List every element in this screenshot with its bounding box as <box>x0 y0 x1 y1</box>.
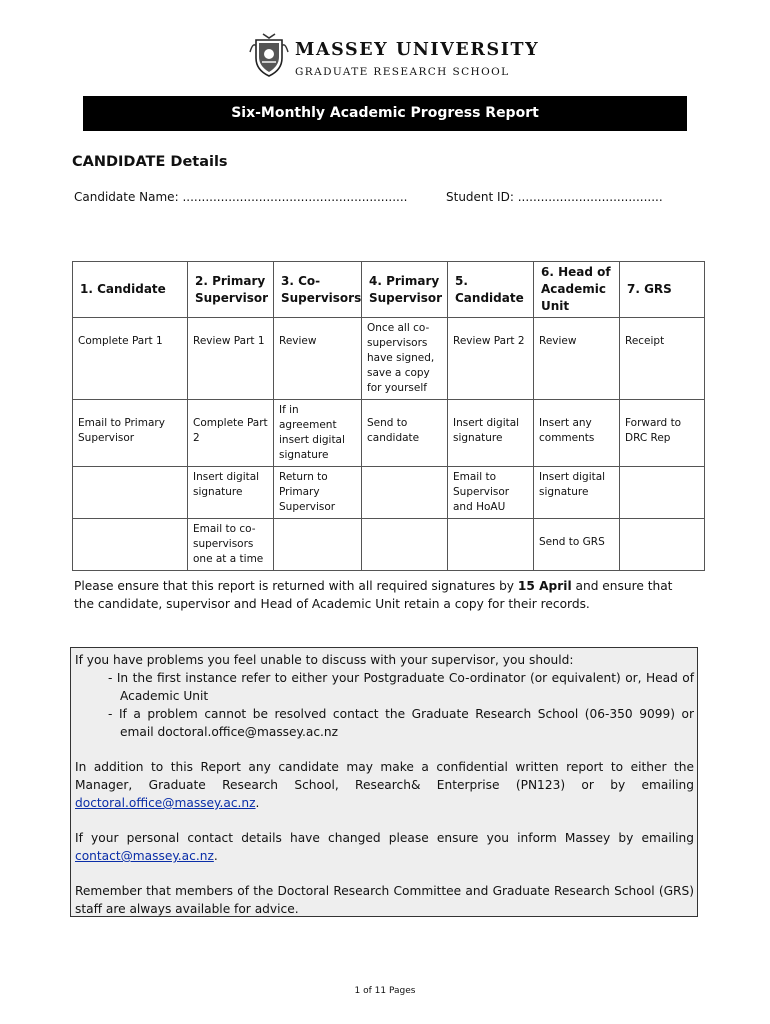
table-cell: Review <box>274 318 362 400</box>
table-cell: Send to candidate <box>362 400 448 467</box>
report-title: Six-Monthly Academic Progress Report <box>83 96 687 131</box>
table-cell: Review Part 2 <box>448 318 534 400</box>
table-cell: Complete Part 2 <box>188 400 274 467</box>
page-number: 1 of 11 Pages <box>354 986 416 996</box>
table-header-row <box>73 262 705 318</box>
confidential-report-text: In addition to this Report any candidate may make a confidential written report to either the Manager, Graduate Research School, Research& Enterprise (PN123) or by emailing <box>75 760 694 792</box>
help-bullet: - If a problem cannot be resolved contact the Graduate Research School (06-350 9099) or email doctoral.office@massey.ac.nz <box>108 707 694 739</box>
table-cell <box>362 467 448 519</box>
university-name: MASSEY UNIVERSITY <box>295 40 540 60</box>
contact-details-text: If your personal contact details have changed please ensure you inform Massey by emailing <box>75 831 694 845</box>
table-row <box>73 467 705 519</box>
note-text-after: and ensure that the candidate, supervisor and Head of Academic Unit retain a copy for their records. <box>74 579 673 611</box>
column-header: 5. Candidate <box>448 262 534 318</box>
column-header: 1. Candidate <box>73 262 188 318</box>
table-cell <box>73 519 188 571</box>
table-cell: Once all co-supervisors have signed, save a copy for yourself <box>362 318 448 400</box>
workflow-table <box>72 261 705 571</box>
candidate-name-field[interactable] <box>74 190 408 204</box>
massey-crest-icon <box>248 32 290 78</box>
table-cell: Send to GRS <box>534 519 620 571</box>
table-cell: Email to Primary Supervisor <box>73 400 188 467</box>
student-id-blank[interactable]: ...................................... <box>517 190 663 204</box>
table-cell: Forward to DRC Rep <box>620 400 705 467</box>
table-row <box>73 519 705 571</box>
table-cell: Review <box>534 318 620 400</box>
candidate-name-blank[interactable]: ........................................................... <box>182 190 408 204</box>
table-cell: Return to Primary Supervisor <box>274 467 362 519</box>
table-cell: Review Part 1 <box>188 318 274 400</box>
table-cell: Insert digital signature <box>188 467 274 519</box>
help-bullet: - In the first instance refer to either your Postgraduate Co-ordinator (or equivalent) or, Head of Academic Unit <box>108 671 694 703</box>
column-header: 3. Co-Supervisors <box>274 262 362 318</box>
note-text-before: Please ensure that this report is returned with all required signatures by <box>74 579 518 593</box>
table-cell <box>620 467 705 519</box>
candidate-name-label: Candidate Name: <box>74 190 179 204</box>
contact-email-link[interactable]: contact@massey.ac.nz <box>75 849 214 863</box>
table-cell: Receipt <box>620 318 705 400</box>
doctoral-office-email-link[interactable]: doctoral.office@massey.ac.nz <box>75 796 256 810</box>
school-name: GRADUATE RESEARCH SCHOOL <box>295 66 510 78</box>
table-cell: Insert any comments <box>534 400 620 467</box>
student-id-label: Student ID: <box>446 190 514 204</box>
advice-paragraph: Remember that members of the Doctoral Research Committee and Graduate Research School (GRS) staff are always available for advice. <box>75 884 694 916</box>
table-cell <box>448 519 534 571</box>
table-cell: Insert digital signature <box>448 400 534 467</box>
table-cell: If in agreement insert digital signature <box>274 400 362 467</box>
university-logo <box>248 32 540 82</box>
table-row <box>73 318 705 400</box>
table-row <box>73 400 705 467</box>
column-header: 4. Primary Supervisor <box>362 262 448 318</box>
confidential-report-paragraph: In addition to this Report any candidate may make a confidential written report to either the Manager, Graduate Research School, Research& Enterprise (PN123) or by emailing doctoral.office@massey.ac.nz. <box>75 760 694 810</box>
table-cell: Email to Supervisor and HoAU <box>448 467 534 519</box>
student-id-field[interactable] <box>446 190 663 204</box>
table-cell: Insert digital signature <box>534 467 620 519</box>
column-header: 7. GRS <box>620 262 705 318</box>
help-intro: If you have problems you feel unable to discuss with your supervisor, you should: <box>75 653 574 667</box>
candidate-details-heading: CANDIDATE Details <box>72 154 228 170</box>
table-cell: Email to co-supervisors one at a time <box>188 519 274 571</box>
table-cell <box>620 519 705 571</box>
column-header: 2. Primary Supervisor <box>188 262 274 318</box>
deadline-date: 15 April <box>517 579 572 593</box>
help-box <box>70 647 698 917</box>
table-cell <box>274 519 362 571</box>
table-cell: Complete Part 1 <box>73 318 188 400</box>
return-instructions <box>74 577 694 613</box>
contact-details-paragraph: If your personal contact details have changed please ensure you inform Massey by emailing contact@massey.ac.nz. <box>75 831 694 863</box>
column-header: 6. Head of Academic Unit <box>534 262 620 318</box>
table-cell <box>362 519 448 571</box>
table-cell <box>73 467 188 519</box>
